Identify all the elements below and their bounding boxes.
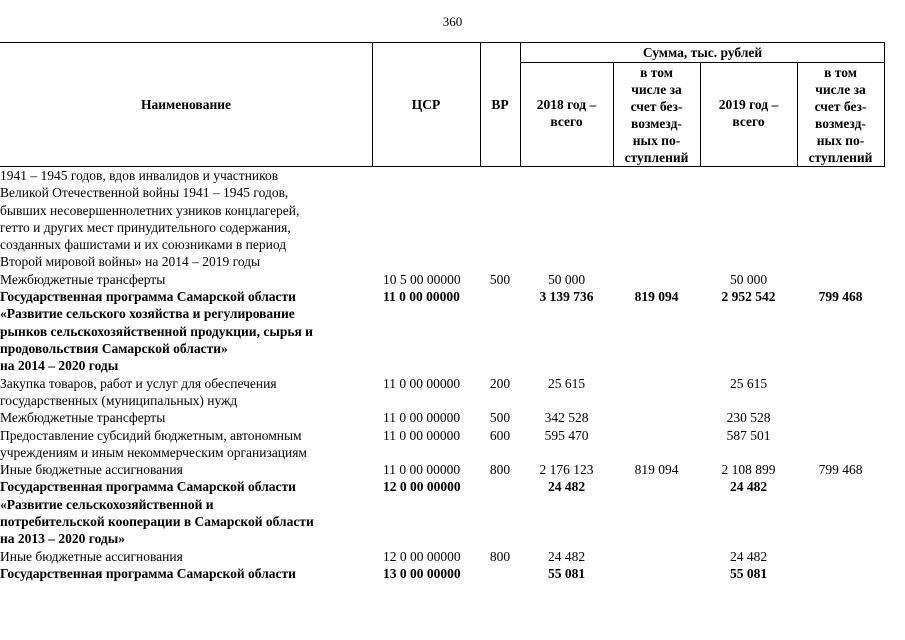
header-2018-total: [520, 96, 613, 130]
row-name-line: Межбюджетные трансферты: [0, 271, 166, 287]
cell-csr: 10 5 00 00000: [383, 271, 461, 287]
cell-v2019: 2 952 542: [721, 289, 776, 305]
header-2018-free: [613, 64, 700, 166]
row-name: [0, 461, 183, 478]
cell-v2019: 55 081: [729, 565, 768, 581]
cell-vr: 600: [489, 427, 511, 443]
budget-table: [0, 42, 905, 640]
cell-v2018: 3 139 736: [539, 289, 594, 305]
row-name-line: потребительской кооперации в Самарской области: [0, 513, 314, 529]
header-line: ступлений: [808, 150, 873, 165]
header-name: Наименование: [141, 97, 231, 112]
row-name-line: Иные бюджетные ассигнования: [0, 548, 183, 564]
cell-csr: 11 0 00 00000: [383, 289, 460, 305]
row-name: [0, 271, 165, 288]
header-line: ступлений: [624, 150, 689, 165]
header-line: счет без-: [814, 99, 867, 114]
cell-f2018: 819 094: [634, 462, 679, 478]
row-name: [0, 375, 277, 410]
row-name-line: «Развитие сельского хозяйства и регулирование: [0, 306, 295, 322]
row-name-line: Второй мировой войны» на 2014 – 2019 годы: [0, 254, 261, 270]
row-name-line: на 2013 – 2020 годы»: [0, 531, 126, 547]
row-name-line: гетто и других мест принудительного содержания,: [0, 219, 291, 235]
cell-vr: 500: [489, 271, 511, 287]
header-line: возмезд-: [631, 116, 682, 131]
header-line: 2019 год –: [718, 97, 779, 112]
header-vr: ВР: [491, 97, 509, 112]
header-line: всего: [550, 114, 583, 129]
row-name-line: Межбюджетные трансферты: [0, 410, 166, 426]
cell-v2019: 50 000: [729, 271, 768, 287]
cell-vr: 200: [489, 375, 511, 391]
row-name: [0, 478, 314, 547]
cell-v2019: 24 482: [729, 548, 768, 564]
cell-v2018: 50 000: [547, 271, 586, 287]
cell-v2018: 55 081: [547, 565, 586, 581]
cell-csr: 12 0 00 00000: [383, 479, 461, 495]
cell-v2018: 595 470: [544, 427, 589, 443]
row-name: [0, 565, 296, 582]
header-line: в том: [824, 65, 857, 80]
cell-v2019: 230 528: [726, 410, 771, 426]
header-line: ных по-: [632, 133, 681, 148]
row-name-line: Государственная программа Самарской области: [0, 479, 296, 495]
cell-v2018: 25 615: [547, 375, 586, 391]
header-line: числе за: [815, 82, 866, 97]
cell-csr: 11 0 00 00000: [383, 375, 461, 391]
cell-csr: 11 0 00 00000: [383, 462, 461, 478]
header-line: всего: [732, 114, 765, 129]
cell-f2019: 799 468: [818, 289, 863, 305]
cell-v2018: 2 176 123: [539, 462, 594, 478]
header-2019-total: [700, 96, 797, 130]
header-sum-group: Сумма, тыс. рублей: [642, 45, 763, 60]
row-name-line: 1941 – 1945 годов, вдов инвалидов и участников: [0, 168, 279, 183]
cell-v2018: 24 482: [547, 548, 586, 564]
row-name-line: Государственная программа Самарской области: [0, 565, 296, 581]
cell-v2019: 2 108 899: [721, 462, 776, 478]
header-2019-free: [797, 64, 884, 166]
row-name: [0, 167, 299, 271]
row-name-line: Государственная программа Самарской области: [0, 289, 296, 305]
header-line: 2018 год –: [536, 97, 597, 112]
cell-vr: 800: [489, 462, 511, 478]
table-top-border: [0, 42, 885, 43]
header-line: в том: [640, 65, 673, 80]
cell-v2019: 24 482: [729, 479, 768, 495]
header-line: счет без-: [630, 99, 683, 114]
row-name-line: Закупка товаров, работ и услуг для обеспечения: [0, 375, 277, 391]
row-name: [0, 409, 165, 426]
cell-v2018: 24 482: [547, 479, 586, 495]
cell-v2019: 587 501: [726, 427, 771, 443]
row-name-line: «Развитие сельскохозяйственной и: [0, 496, 214, 512]
row-name-line: учреждениям и иным некоммерческим организациям: [0, 444, 307, 460]
row-name-line: государственных (муниципальных) нужд: [0, 392, 238, 408]
sum-group-border: [520, 62, 885, 63]
header-line: ных по-: [816, 133, 865, 148]
header-line: возмезд-: [815, 116, 866, 131]
row-name-line: Великой Отечественной войны 1941 – 1945 годов,: [0, 185, 289, 201]
row-name: [0, 288, 313, 374]
row-name: [0, 427, 307, 462]
row-name-line: рынков сельскохозяйственной продукции, сырья и: [0, 323, 313, 339]
row-name-line: на 2014 – 2020 годы: [0, 358, 119, 374]
cell-vr: 500: [489, 410, 511, 426]
cell-f2019: 799 468: [818, 462, 863, 478]
row-name-line: Иные бюджетные ассигнования: [0, 462, 183, 478]
cell-csr: 12 0 00 00000: [383, 548, 461, 564]
cell-f2018: 819 094: [634, 289, 679, 305]
row-name-line: бывших несовершеннолетних узников концлагерей,: [0, 202, 300, 218]
cell-csr: 13 0 00 00000: [383, 565, 461, 581]
cell-v2019: 25 615: [729, 375, 768, 391]
row-name-line: созданных фашистами и их союзниками в период: [0, 237, 287, 253]
row-name-line: Предоставление субсидий бюджетным, автономным: [0, 427, 302, 443]
page-number: 360: [442, 14, 463, 29]
cell-vr: 800: [489, 548, 511, 564]
row-name-line: продовольствия Самарской области»: [0, 340, 228, 356]
cell-csr: 11 0 00 00000: [383, 410, 461, 426]
cell-csr: 11 0 00 00000: [383, 427, 461, 443]
cell-v2018: 342 528: [544, 410, 589, 426]
header-line: числе за: [631, 82, 682, 97]
header-csr: ЦСР: [411, 97, 441, 112]
row-name: [0, 548, 183, 565]
